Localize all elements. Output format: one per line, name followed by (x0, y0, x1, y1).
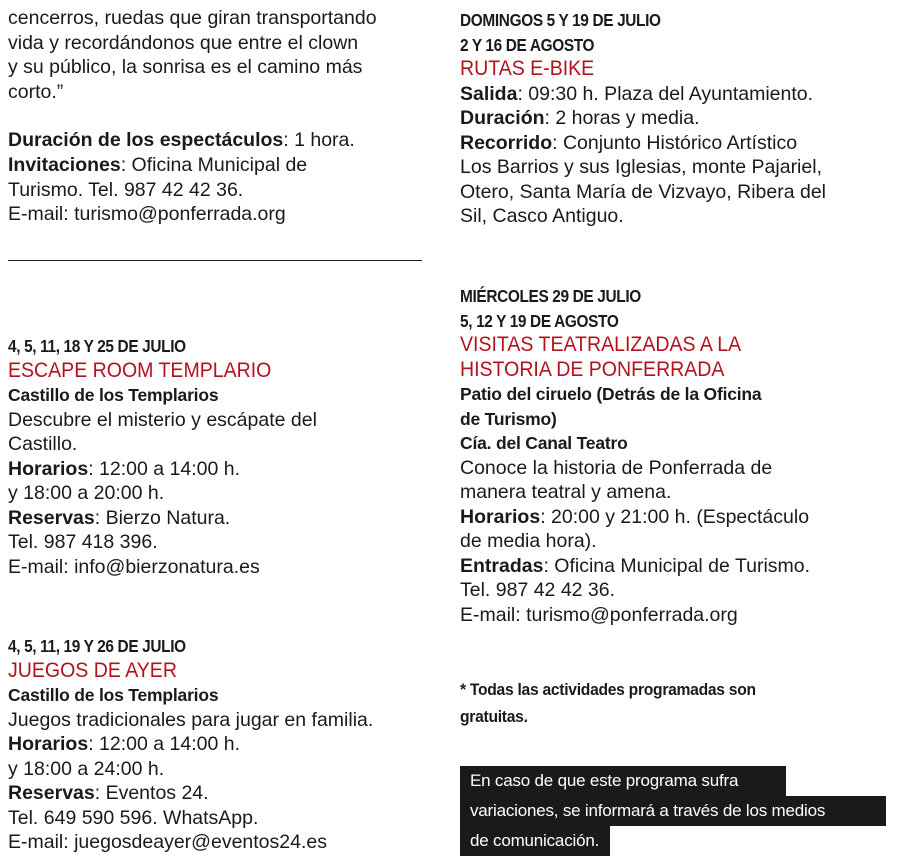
ebike-recorrido-2: Los Barrios y sus Iglesias, monte Pajariel, (460, 156, 822, 179)
ebike-duracion-label: Duración (460, 107, 545, 130)
invites-label: Invitaciones (8, 153, 121, 176)
juegos-tel: Tel. 649 590 596. WhatsApp. (8, 806, 259, 829)
ebike-recorrido-label: Recorrido (460, 131, 553, 154)
ebike-details (460, 82, 826, 230)
intro-text (8, 6, 377, 104)
ebike-salida-value: : 09:30 h. Plaza del Ayuntamiento. (517, 82, 814, 105)
juegos-title: JUEGOS DE AYER (8, 658, 177, 682)
ebike-section (460, 8, 826, 229)
ebike-recorrido-value: : Conjunto Histórico Artístico (552, 131, 798, 154)
escape-hours-label: Horarios (8, 457, 89, 480)
escape-title: ESCAPE ROOM TEMPLARIO (8, 358, 272, 382)
juegos-hours-label: Horarios (8, 733, 89, 756)
escape-desc: Descubre el misterio y escápate del (8, 408, 317, 431)
ebike-duracion-value: : 2 horas y media. (544, 107, 700, 130)
footnote-line-2: gratuitas. (460, 707, 528, 726)
escape-desc: Castillo. (8, 433, 78, 456)
escape-reservas-label: Reservas (8, 506, 95, 529)
ebike-recorrido-4: Sil, Casco Antiguo. (460, 205, 624, 228)
escape-email[interactable]: E-mail: info@bierzonatura.es (8, 556, 260, 579)
visitas-entradas-label: Entradas (460, 554, 544, 577)
intro-line: cencerros, ruedas que giran transportando (8, 7, 377, 29)
visitas-email[interactable]: E-mail: turismo@ponferrada.org (460, 604, 738, 627)
notice-line-3: de comunicación. (460, 826, 610, 856)
juegos-desc: Juegos tradicionales para jugar en familia. (8, 708, 374, 731)
escape-room-section (8, 334, 317, 580)
visitas-company: Cía. del Canal Teatro (460, 433, 628, 453)
duration-value: : 1 hora. (283, 129, 355, 152)
duration-label: Duración de los espectáculos (8, 129, 284, 152)
visitas-hours-value: : 20:00 y 21:00 h. (Espectáculo (540, 505, 810, 528)
escape-hours-value: : 12:00 a 14:00 h. (88, 457, 240, 480)
escape-hours-value-2: y 18:00 a 20:00 h. (8, 482, 165, 505)
intro-line: y su público, la sonrisa es el camino más (8, 56, 363, 79)
visitas-title-2: HISTORIA DE PONFERRADA (460, 357, 725, 381)
visitas-tel: Tel. 987 42 42 36. (460, 579, 616, 602)
notice-box (460, 766, 886, 856)
visitas-hours-value-2: de media hora). (460, 530, 597, 553)
juegos-details (8, 708, 373, 856)
escape-tel: Tel. 987 418 396. (8, 531, 158, 554)
intro-email[interactable]: E-mail: turismo@ponferrada.org (8, 203, 286, 226)
footnote-line: * Todas las actividades programadas son (460, 680, 756, 699)
escape-reservas-value: : Bierzo Natura. (94, 506, 231, 529)
section-divider (8, 260, 422, 261)
visitas-date: MIÉRCOLES 29 DE JULIO (460, 286, 641, 306)
visitas-details (460, 456, 810, 628)
visitas-date-2: 5, 12 Y 19 DE AGOSTO (460, 310, 619, 331)
ebike-date-2: 2 Y 16 DE AGOSTO (460, 34, 595, 55)
visitas-entradas-value: : Oficina Municipal de Turismo. (543, 554, 811, 577)
escape-details (8, 408, 317, 580)
juegos-reservas-value: : Eventos 24. (94, 782, 209, 805)
visitas-title: VISITAS TEATRALIZADAS A LA (460, 333, 742, 356)
juegos-venue: Castillo de los Templarios (8, 685, 219, 705)
invites-value: : Oficina Municipal de (120, 153, 308, 176)
juegos-date: 4, 5, 11, 19 Y 26 DE JULIO (8, 636, 186, 656)
visitas-hours-label: Horarios (460, 505, 541, 528)
juegos-hours-value-2: y 18:00 a 24:00 h. (8, 757, 165, 780)
visitas-section (460, 284, 810, 628)
escape-date: 4, 5, 11, 18 Y 25 DE JULIO (8, 336, 186, 356)
intro-line: corto.” (8, 80, 64, 103)
footnote (460, 676, 782, 730)
notice-line: En caso de que este programa sufra (460, 766, 786, 796)
juegos-section (8, 634, 373, 855)
invites-value-2: Turismo. Tel. 987 42 42 36. (8, 178, 244, 201)
intro-info (8, 128, 377, 226)
juegos-hours-value: : 12:00 a 14:00 h. (88, 733, 240, 756)
escape-venue: Castillo de los Templarios (8, 385, 219, 405)
visitas-venue: Patio del ciruelo (Detrás de la Oficina (460, 384, 762, 404)
intro-section (8, 6, 377, 227)
ebike-title: RUTAS E-BIKE (460, 57, 595, 80)
juegos-email[interactable]: E-mail: juegosdeayer@eventos24.es (8, 831, 327, 854)
ebike-recorrido-3: Otero, Santa María de Vizvayo, Ribera del (460, 180, 826, 203)
ebike-salida-label: Salida (460, 82, 518, 105)
visitas-desc-2: manera teatral y amena. (460, 481, 672, 504)
ebike-date: DOMINGOS 5 Y 19 DE JULIO (460, 10, 661, 30)
visitas-desc: Conoce la historia de Ponferrada de (460, 456, 773, 479)
notice-line-2: variaciones, se informará a través de los medios (460, 796, 886, 826)
intro-line: vida y recordándonos que entre el clown (8, 31, 359, 54)
visitas-venue-2: de Turismo) (460, 408, 557, 429)
juegos-reservas-label: Reservas (8, 782, 95, 805)
